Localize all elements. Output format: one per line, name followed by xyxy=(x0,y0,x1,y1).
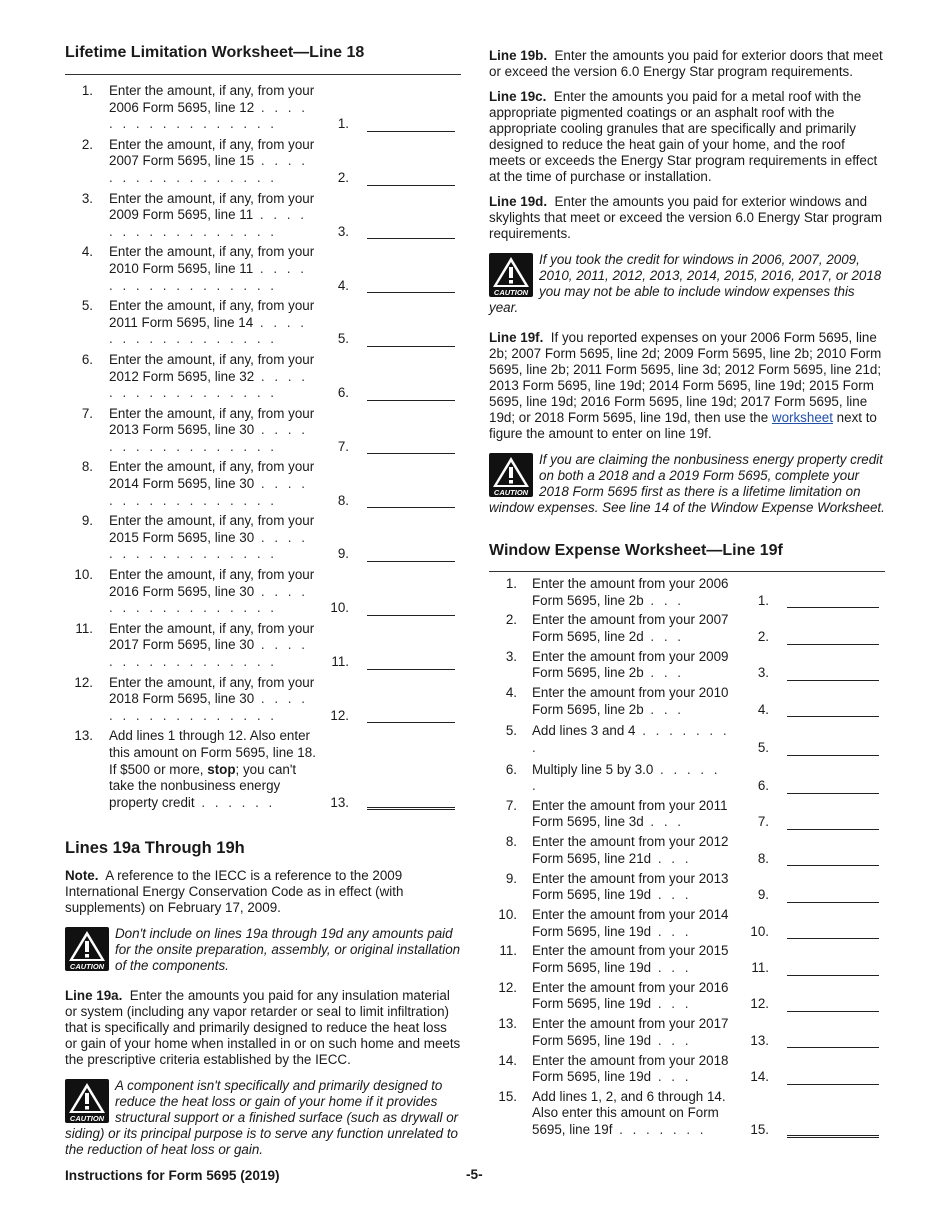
row-text xyxy=(109,406,319,456)
row-number: 6. xyxy=(505,761,517,777)
leader-dots: . . . . . . . . . . . . . . . . . xyxy=(109,529,308,562)
left-column xyxy=(65,42,461,1158)
leader-dots: . . . . . . . . . . . . . . . . . xyxy=(109,691,308,723)
worksheet-row xyxy=(65,513,461,563)
entry-line[interactable] xyxy=(787,680,879,681)
row-text-content: Enter the amount from your 2011 Form 5695, line 3d xyxy=(532,797,728,830)
row-number: 2. xyxy=(81,136,93,152)
row-text xyxy=(532,762,732,795)
worksheet-row xyxy=(65,352,461,402)
line19f-label: Line 19f. xyxy=(489,330,544,345)
line19a-label: Line 19a. xyxy=(65,988,123,1004)
worksheet-row xyxy=(489,980,885,1013)
worksheet-row xyxy=(65,728,461,811)
row-text xyxy=(532,1053,732,1086)
row-text-content: Enter the amount from your 2016 Form 5695, line 19d xyxy=(532,979,729,1012)
row-text xyxy=(109,83,319,133)
footer-form-title: Instructions for Form 5695 (2019) xyxy=(65,1168,280,1183)
line-number: 6. xyxy=(757,778,769,794)
line-number: 7. xyxy=(337,438,349,454)
worksheet-row xyxy=(65,244,461,294)
title-rule xyxy=(489,571,885,572)
svg-text:CAUTION: CAUTION xyxy=(493,288,529,297)
section-title-19a-19h: Lines 19a Through 19h xyxy=(65,839,245,858)
row-text-content: Enter the amount from your 2018 Form 5695, line 19d xyxy=(532,1052,729,1085)
line19f-paragraph xyxy=(489,330,885,442)
caution-block-2 xyxy=(65,1078,461,1158)
row-number: 9. xyxy=(505,870,517,886)
row-text-content: Enter the amount, if any, from your 2007 Form 5695, line 15 xyxy=(109,136,315,169)
row-text-content: Add lines 1 through 12. Also enter this amount on Form 5695, line 18. If $500 or more, xyxy=(109,728,316,777)
line-number: 9. xyxy=(757,887,769,903)
worksheet-row xyxy=(489,1016,885,1049)
worksheet-row xyxy=(489,762,885,795)
entry-line[interactable] xyxy=(787,607,879,608)
row-number: 11. xyxy=(499,943,517,959)
row-number: 5. xyxy=(81,298,93,314)
worksheet-row xyxy=(489,576,885,609)
row-text xyxy=(532,649,732,682)
row-number: 10. xyxy=(74,567,93,583)
line-number: 13. xyxy=(750,1032,769,1048)
line-number: 12. xyxy=(750,996,769,1012)
entry-line[interactable] xyxy=(787,1084,879,1085)
line-number: 1. xyxy=(337,116,349,132)
row-text xyxy=(109,298,319,348)
line19f-text: If you reported expenses on your 2006 Form 5695, line 2b; 2007 Form 5695, line 2d; 2009 Form 5695, line 2b; 2010 Form 5695, line 2b; 2011 Form 5695, line 3d; 2012 Form 5695, line 21d; 2013 Form 5695, line 19d; 2014 Form 5695, line 19d; 2015 Form 5695, line 19d; 2016 Form 5695, line 19d; 2017 Form 5695, line 19d; or 2018 Form 5695, line 19d, then use the xyxy=(489,330,882,425)
caution-block-1 xyxy=(65,926,461,974)
leader-dots: . . . . . . . . . . . . . . . . . xyxy=(109,422,308,454)
line-number: 7. xyxy=(757,814,769,830)
stop-word: stop xyxy=(207,761,236,777)
right-column xyxy=(489,48,885,1142)
row-number: 12. xyxy=(74,674,93,690)
row-text-content: Enter the amount, if any, from your 2017 Form 5695, line 30 xyxy=(109,620,315,653)
leader-dots: . . . xyxy=(651,1069,692,1085)
row-text xyxy=(532,871,732,904)
leader-dots: . . . . . . . xyxy=(612,1122,707,1138)
row-text xyxy=(532,834,732,867)
leader-dots: . . . xyxy=(651,887,692,903)
row-number: 2. xyxy=(505,612,517,628)
row-text xyxy=(109,621,319,671)
line19a-text: Enter the amounts you paid for any insulation material or system (including any vapor retarder or seal to limit infiltration) that is specifically and primarily designed to reduce the heat loss or gain of your home when installed in or on such home and meets the prescriptive criteria established by the IECC. xyxy=(65,988,461,1068)
worksheet-row xyxy=(65,621,461,671)
row-text xyxy=(109,567,319,617)
caution-text-3: If you took the credit for windows in 2006, 2007, 2009, 2010, 2011, 2012, 2013, 2014, 2015, 2016, 2017, or 2018 you may not be able to include window expenses this year. xyxy=(489,252,882,315)
leader-dots: . . . . . . xyxy=(194,794,276,810)
worksheet-row xyxy=(489,1053,885,1086)
line-number: 12. xyxy=(330,707,349,723)
leader-dots: . . . xyxy=(651,996,692,1012)
entry-line[interactable] xyxy=(367,292,455,293)
row-text-content: Enter the amount, if any, from your 2012 Form 5695, line 32 xyxy=(109,351,315,384)
worksheet-row xyxy=(65,459,461,509)
row-number: 7. xyxy=(505,797,517,813)
row-text xyxy=(109,459,319,509)
row-text-content: Enter the amount, if any, from your 2015 Form 5695, line 30 xyxy=(109,513,315,545)
entry-line[interactable] xyxy=(367,615,455,616)
row-text-content: Enter the amount from your 2015 Form 5695, line 19d xyxy=(532,943,729,975)
row-number: 13. xyxy=(498,1016,517,1032)
entry-line-total[interactable] xyxy=(367,807,455,810)
leader-dots: . . . xyxy=(651,959,692,975)
svg-text:CAUTION: CAUTION xyxy=(69,1114,105,1124)
line-number: 2. xyxy=(337,169,349,185)
entry-line[interactable] xyxy=(787,644,879,645)
row-text-content: Enter the amount, if any, from your 2010 Form 5695, line 11 xyxy=(109,244,315,276)
leader-dots: . . . . . . . . . . . . . . . . . xyxy=(109,476,308,508)
row-text-content: Enter the amount from your 2006 Form 5695, line 2b xyxy=(532,576,729,608)
title-rule xyxy=(65,74,461,75)
line19f-tail: next to figure the amount to enter on line 19f. xyxy=(489,410,877,441)
entry-line[interactable] xyxy=(367,507,455,508)
note-paragraph xyxy=(65,868,461,916)
entry-line[interactable] xyxy=(787,829,879,830)
row-text xyxy=(109,191,319,241)
worksheet-row xyxy=(489,798,885,831)
row-number: 14. xyxy=(498,1052,517,1068)
lifetime-worksheet xyxy=(65,83,461,811)
entry-line[interactable] xyxy=(787,975,879,976)
row-text xyxy=(109,137,319,187)
worksheet-row xyxy=(65,137,461,187)
leader-dots: . . . xyxy=(643,814,684,830)
svg-text:CAUTION: CAUTION xyxy=(493,488,529,497)
line19d-text: Enter the amounts you paid for exterior windows and skylights that meet or exceed the version 6.0 Energy Star program requirements. xyxy=(489,194,882,241)
caution-icon xyxy=(65,927,109,971)
worksheet-row xyxy=(489,649,885,682)
leader-dots: . . . xyxy=(643,701,684,717)
entry-line[interactable] xyxy=(367,453,455,454)
worksheet-row xyxy=(489,871,885,904)
row-text-content: Enter the amount, if any, from your 2018 Form 5695, line 30 xyxy=(109,674,315,707)
row-number: 8. xyxy=(81,459,93,475)
row-number: 8. xyxy=(505,834,517,850)
leader-dots: . . . . . . . . xyxy=(532,723,730,755)
note-text: A reference to the IECC is a reference to the 2009 International Energy Conservation Code as in effect (with supplements) on February 17, 2009. xyxy=(65,868,404,916)
row-number: 6. xyxy=(81,351,93,367)
line-number: 10. xyxy=(750,923,769,939)
row-text xyxy=(109,513,319,563)
line-number: 11. xyxy=(751,959,769,975)
line-number: 4. xyxy=(757,701,769,717)
row-text xyxy=(532,980,732,1013)
entry-line[interactable] xyxy=(367,561,455,562)
worksheet-row xyxy=(489,1089,885,1139)
row-text-content: Multiply line 5 by 3.0 xyxy=(532,761,654,777)
caution-icon xyxy=(489,453,533,497)
row-text xyxy=(532,723,732,756)
row-text-content: Add lines 3 and 4 xyxy=(532,723,636,739)
line-number: 3. xyxy=(337,223,349,239)
row-number: 9. xyxy=(81,513,93,529)
row-text xyxy=(532,612,732,645)
row-text-content: Enter the amount, if any, from your 2006 Form 5695, line 12 xyxy=(109,83,315,115)
caution-icon xyxy=(489,253,533,297)
row-number: 1. xyxy=(81,83,93,98)
svg-text:CAUTION: CAUTION xyxy=(69,962,105,972)
row-text xyxy=(532,907,732,940)
entry-line[interactable] xyxy=(787,716,879,717)
row-number: 11. xyxy=(75,620,93,636)
row-text xyxy=(532,1089,732,1139)
line19c-text: Enter the amounts you paid for a metal roof with the appropriate pigmented coatings or an asphalt roof with the appropriate cooling granules that are specifically and primarily designed to reduce the heat gain of your home, and the roof meets or exceeds the Energy Star program requirements in effect at the time of purchase or installation. xyxy=(489,89,878,184)
window-worksheet xyxy=(489,576,885,1139)
worksheet-row xyxy=(65,191,461,241)
entry-line[interactable] xyxy=(787,755,879,756)
row-text-content: Enter the amount from your 2009 Form 5695, line 2b xyxy=(532,648,729,681)
entry-line[interactable] xyxy=(787,793,879,794)
entry-line[interactable] xyxy=(367,131,455,132)
row-number: 10. xyxy=(498,907,517,922)
line-number: 11. xyxy=(331,654,349,669)
entry-line[interactable] xyxy=(787,938,879,939)
row-number: 4. xyxy=(81,244,93,260)
entry-line[interactable] xyxy=(367,722,455,723)
row-text-content: Enter the amount from your 2014 Form 5695, line 19d xyxy=(532,907,729,939)
worksheet-row xyxy=(489,685,885,718)
leader-dots: . . . . . . . . . . . . . . . . . xyxy=(109,637,308,669)
entry-line[interactable] xyxy=(367,400,455,401)
leader-dots: . . . . . . . . . . . . . . . . . xyxy=(109,153,308,185)
entry-line[interactable] xyxy=(367,238,455,239)
row-number: 4. xyxy=(505,685,517,701)
row-text xyxy=(109,728,319,811)
worksheet-row xyxy=(65,298,461,348)
worksheet-row xyxy=(65,675,461,725)
leader-dots: . . . . . . . . . . . . . . . . . xyxy=(109,99,308,132)
row-text xyxy=(532,1016,732,1049)
line19a-paragraph xyxy=(65,988,461,1068)
worksheet-row xyxy=(489,834,885,867)
row-number: 3. xyxy=(81,190,93,206)
row-text xyxy=(532,576,732,609)
entry-line-total[interactable] xyxy=(787,1135,879,1138)
row-text-content: Enter the amount from your 2010 Form 5695, line 2b xyxy=(532,685,729,717)
row-text xyxy=(532,798,732,831)
row-number: 5. xyxy=(505,723,517,739)
caution-icon xyxy=(65,1079,109,1123)
worksheet-row xyxy=(489,723,885,756)
entry-line[interactable] xyxy=(787,1047,879,1048)
row-text xyxy=(532,943,732,976)
lifetime-worksheet-title: Lifetime Limitation Worksheet—Line 18 xyxy=(65,44,365,61)
row-number: 13. xyxy=(74,728,93,744)
row-text-content: Add lines 1, 2, and 6 through 14. Also enter this amount on Form 5695, line 19f xyxy=(532,1088,726,1138)
line19c-label: Line 19c. xyxy=(489,89,547,104)
page-number: -5- xyxy=(466,1167,483,1182)
line-number: 8. xyxy=(337,492,349,508)
line-number: 2. xyxy=(757,628,769,644)
worksheet-row xyxy=(489,943,885,976)
leader-dots: . . . xyxy=(651,850,692,866)
leader-dots: . . . xyxy=(643,592,684,608)
line-number: 5. xyxy=(337,331,349,347)
leader-dots: . . . xyxy=(643,665,684,681)
leader-dots: . . . . . . . . . . . . . . . . . xyxy=(109,368,308,401)
worksheet-row xyxy=(65,567,461,617)
leader-dots: . . . . . . . . . . . . . . . . . xyxy=(109,314,307,347)
line19d-paragraph xyxy=(489,194,885,242)
row-number: 3. xyxy=(505,648,517,664)
caution-text-4: If you are claiming the nonbusiness energy property credit on both a 2018 and a 2019 Form 5695, complete your 2018 Form 5695 first as there is a lifetime limitation on window expenses. See line 14 of the Window Expense Worksheet. xyxy=(489,452,885,515)
line-number: 6. xyxy=(337,385,349,401)
entry-line[interactable] xyxy=(367,185,455,186)
caution-block-4 xyxy=(489,452,885,516)
note-label: Note. xyxy=(65,868,99,884)
row-text-content: Enter the amount from your 2013 Form 5695, line 19d xyxy=(532,870,729,903)
leader-dots: . . . . . . . . . . . . . . . . . xyxy=(109,207,307,239)
entry-line[interactable] xyxy=(367,669,455,670)
line-number: 13. xyxy=(330,794,349,810)
row-text-content: Enter the amount, if any, from your 2011 Form 5695, line 14 xyxy=(109,298,315,330)
line-number: 3. xyxy=(757,665,769,681)
window-worksheet-title: Window Expense Worksheet—Line 19f xyxy=(489,542,783,559)
worksheet-row xyxy=(65,83,461,133)
line19b-paragraph xyxy=(489,48,885,80)
entry-line[interactable] xyxy=(787,1011,879,1012)
row-text-content: Enter the amount from your 2017 Form 5695, line 19d xyxy=(532,1016,729,1048)
worksheet-link[interactable]: worksheet xyxy=(771,410,833,425)
row-text xyxy=(109,675,319,725)
line19d-label: Line 19d. xyxy=(489,194,548,209)
entry-line[interactable] xyxy=(787,865,879,866)
row-number: 1. xyxy=(505,576,517,591)
row-number: 15. xyxy=(498,1088,517,1104)
leader-dots: . . . . . . . . . . . . . . . . . xyxy=(109,583,308,616)
line-number: 15. xyxy=(750,1122,769,1138)
caution-block-3 xyxy=(489,252,885,316)
leader-dots: . . . . . . xyxy=(532,761,721,794)
row-text-content: Enter the amount, if any, from your 2013 Form 5695, line 30 xyxy=(109,405,315,438)
worksheet-row xyxy=(489,612,885,645)
row-text-content: Enter the amount, if any, from your 2016 Form 5695, line 30 xyxy=(109,567,315,599)
line-number: 4. xyxy=(337,277,349,293)
line-number: 5. xyxy=(757,739,769,755)
line-number: 14. xyxy=(750,1069,769,1085)
line-number: 9. xyxy=(337,546,349,562)
line-number: 10. xyxy=(330,600,349,616)
row-text xyxy=(109,244,319,294)
row-text xyxy=(109,352,319,402)
row-number: 7. xyxy=(81,405,93,421)
leader-dots: . . . xyxy=(643,628,684,644)
row-text xyxy=(532,685,732,718)
leader-dots: . . . xyxy=(651,1032,692,1048)
line-number: 8. xyxy=(757,850,769,866)
worksheet-row xyxy=(65,406,461,456)
row-text-content: ; you can't take the nonbusiness energy property credit xyxy=(109,761,297,810)
leader-dots: . . . . . . . . . . . . . . . . . xyxy=(109,260,307,293)
leader-dots: . . . xyxy=(651,923,692,939)
line19b-text: Enter the amounts you paid for exterior doors that meet or exceed the version 6.0 Energy Star program requirements. xyxy=(489,48,883,79)
line19c-paragraph xyxy=(489,89,885,185)
row-text-content: Enter the amount from your 2012 Form 5695, line 21d xyxy=(532,834,729,866)
line19b-label: Line 19b. xyxy=(489,48,548,63)
row-text-content: Enter the amount, if any, from your 2014 Form 5695, line 30 xyxy=(109,459,315,492)
caution-text-1: Don't include on lines 19a through 19d any amounts paid for the onsite preparation, assembly, or original installation of the components. xyxy=(115,926,461,974)
line-number: 1. xyxy=(757,592,769,608)
row-number: 12. xyxy=(498,979,517,995)
entry-line[interactable] xyxy=(367,346,455,347)
row-text-content: Enter the amount from your 2007 Form 5695, line 2d xyxy=(532,612,729,644)
worksheet-row xyxy=(489,907,885,940)
entry-line[interactable] xyxy=(787,902,879,903)
row-text-content: Enter the amount, if any, from your 2009 Form 5695, line 11 xyxy=(109,190,315,223)
caution-text-2: A component isn't specifically and primarily designed to reduce the heat loss or gain of your home if it provides structural support or a finished surface (such as drywall or siding) or its principal purpose is to serve any function unrelated to the reduction of heat loss or gain. xyxy=(65,1078,459,1158)
